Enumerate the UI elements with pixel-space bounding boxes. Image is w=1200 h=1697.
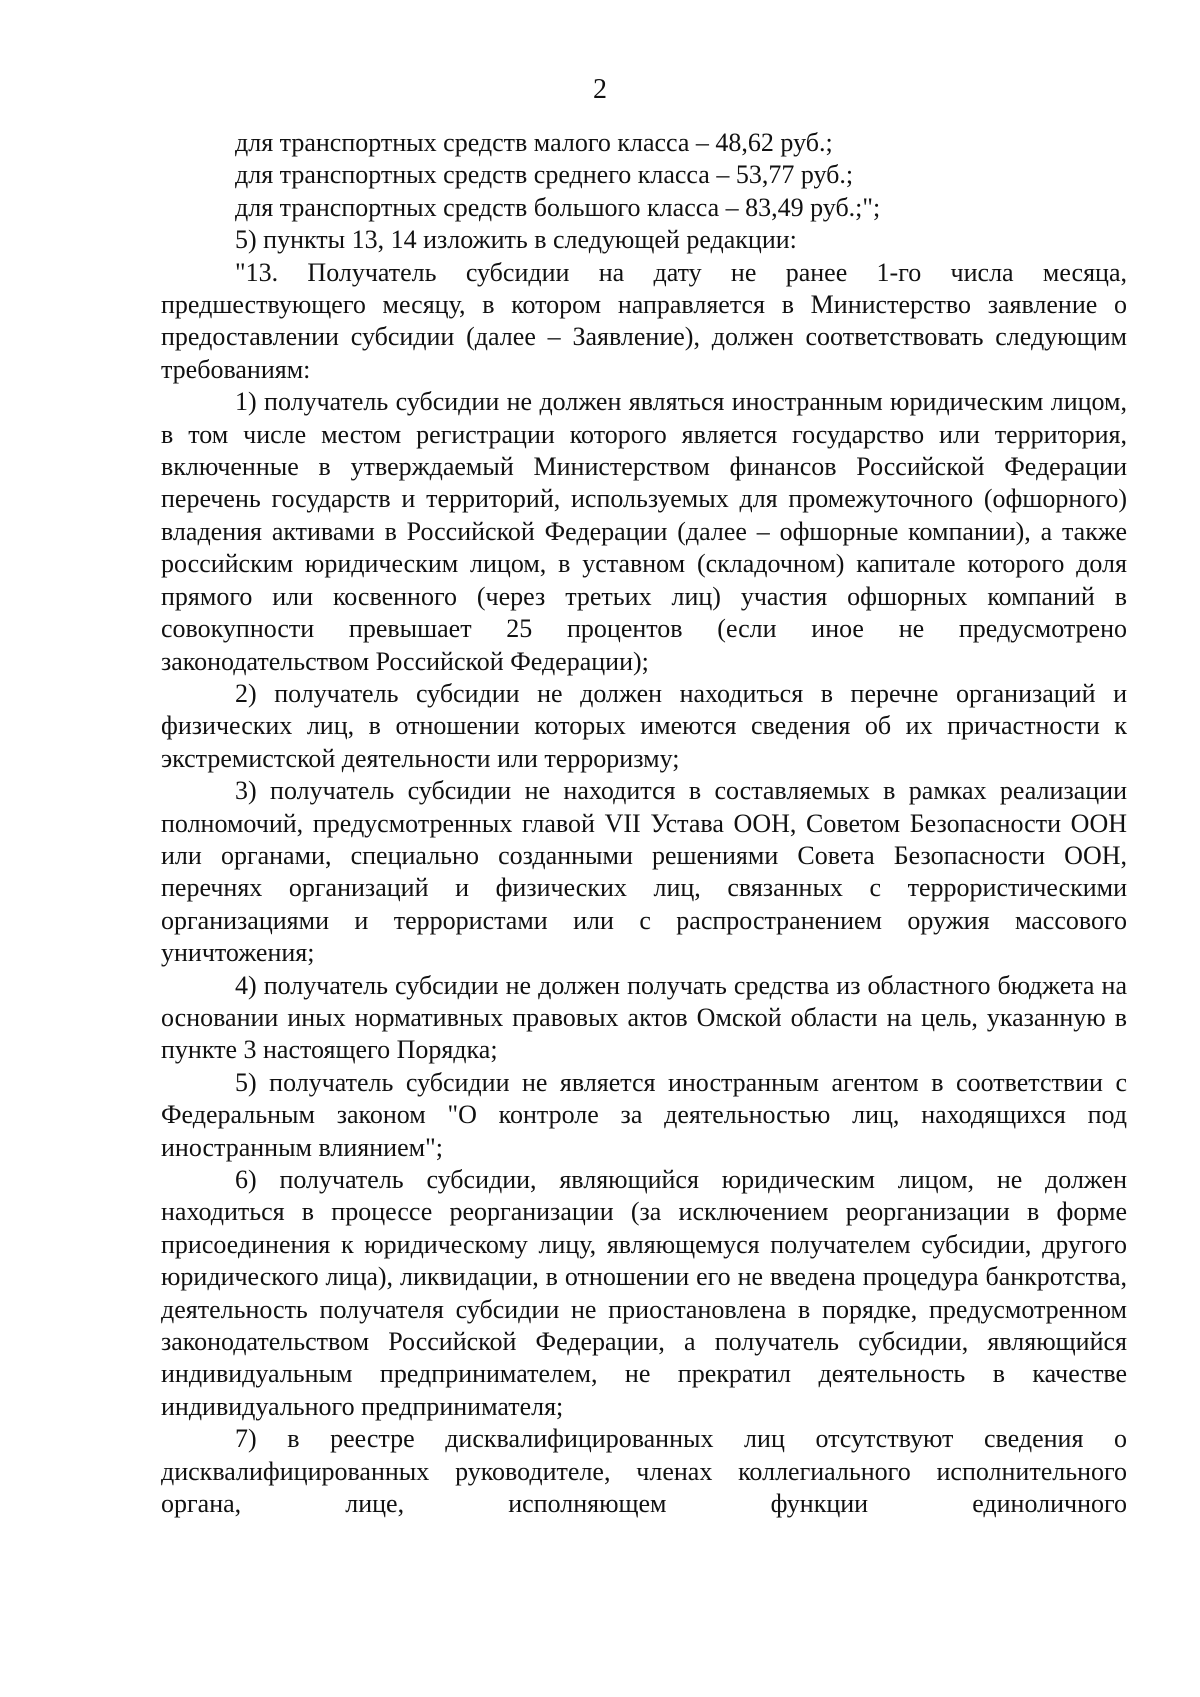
paragraph-item-5-amend: 5) пункты 13, 14 изложить в следующей редакции: — [235, 225, 797, 255]
paragraph-large-class-price: для транспортных средств большого класса – 83,49 руб.;"; — [235, 192, 881, 222]
paragraph-medium-class-price: для транспортных средств среднего класса – 53,77 руб.; — [235, 160, 854, 190]
page-number: 2 — [593, 74, 607, 105]
document-body — [161, 127, 1127, 1520]
paragraph-requirement-5: 5) получатель субсидии не является иностранным агентом в соответствии с Федеральным законом "О контроле за деятельностью лиц, находящихся под иностранным влиянием"; — [161, 1067, 1127, 1162]
paragraph-requirement-1: 1) получатель субсидии не должен являться иностранным юридическим лицом, в том числе местом регистрации которого является государство или территория, включенные в утверждаемый Министерством финансов Российской Федерации перечень государств и территорий, используемых для промежуточного (офшорного) владения активами в Российской Федерации (далее – офшорные компании), а также российским юридическим лицом, в уставном (складочном) капитале которого доля прямого или косвенного (через третьих лиц) участия офшорных компаний в совокупности превышает 25 процентов (если иное не предусмотрено законодательством Российской Федерации); — [161, 387, 1127, 676]
paragraph-requirement-6: 6) получатель субсидии, являющийся юридическим лицом, не должен находиться в процессе реорганизации (за исключением реорганизации в форме присоединения к юридическому лицу, являющемуся получателем субсидии, другого юридического лица), ликвидации, в отношении его не введена процедура банкротства, деятельность получателя субсидии не приостановлена в порядке, предусмотренном законодательством Российской Федерации, а получатель субсидии, являющийся индивидуальным предпринимателем, не прекратил деятельность в качестве индивидуального предпринимателя; — [161, 1165, 1127, 1421]
paragraph-requirement-4: 4) получатель субсидии не должен получать средства из областного бюджета на основании иных нормативных правовых актов Омской области на цель, указанную в пункте 3 настоящего Порядка; — [161, 970, 1127, 1065]
paragraph-requirement-7: 7) в реестре дисквалифицированных лиц отсутствуют сведения о дисквалифицированных руководителе, членах коллегиального исполнительного органа, лице, исполняющем функции единоличного — [161, 1424, 1127, 1519]
paragraph-small-class-price: для транспортных средств малого класса – 48,62 руб.; — [235, 128, 833, 157]
paragraph-clause-13: "13. Получатель субсидии на дату не ранее 1-го числа месяца, предшествующего месяцу, в котором направляется в Министерство заявление о предоставлении субсидии (далее – Заявление), должен соответствовать следующим требованиям: — [161, 257, 1127, 384]
paragraph-requirement-2: 2) получатель субсидии не должен находиться в перечне организаций и физических лиц, в отношении которых имеются сведения об их причастности к экстремистской деятельности или терроризму; — [161, 678, 1127, 773]
paragraph-requirement-3: 3) получатель субсидии не находится в составляемых в рамках реализации полномочий, предусмотренных главой VII Устава ООН, Советом Безопасности ООН или органами, специально созданными решениями Совета Безопасности ООН, перечнях организаций и физических лиц, связанных с террористическими организациями и террористами или с распространением оружия массового уничтожения; — [161, 776, 1127, 968]
